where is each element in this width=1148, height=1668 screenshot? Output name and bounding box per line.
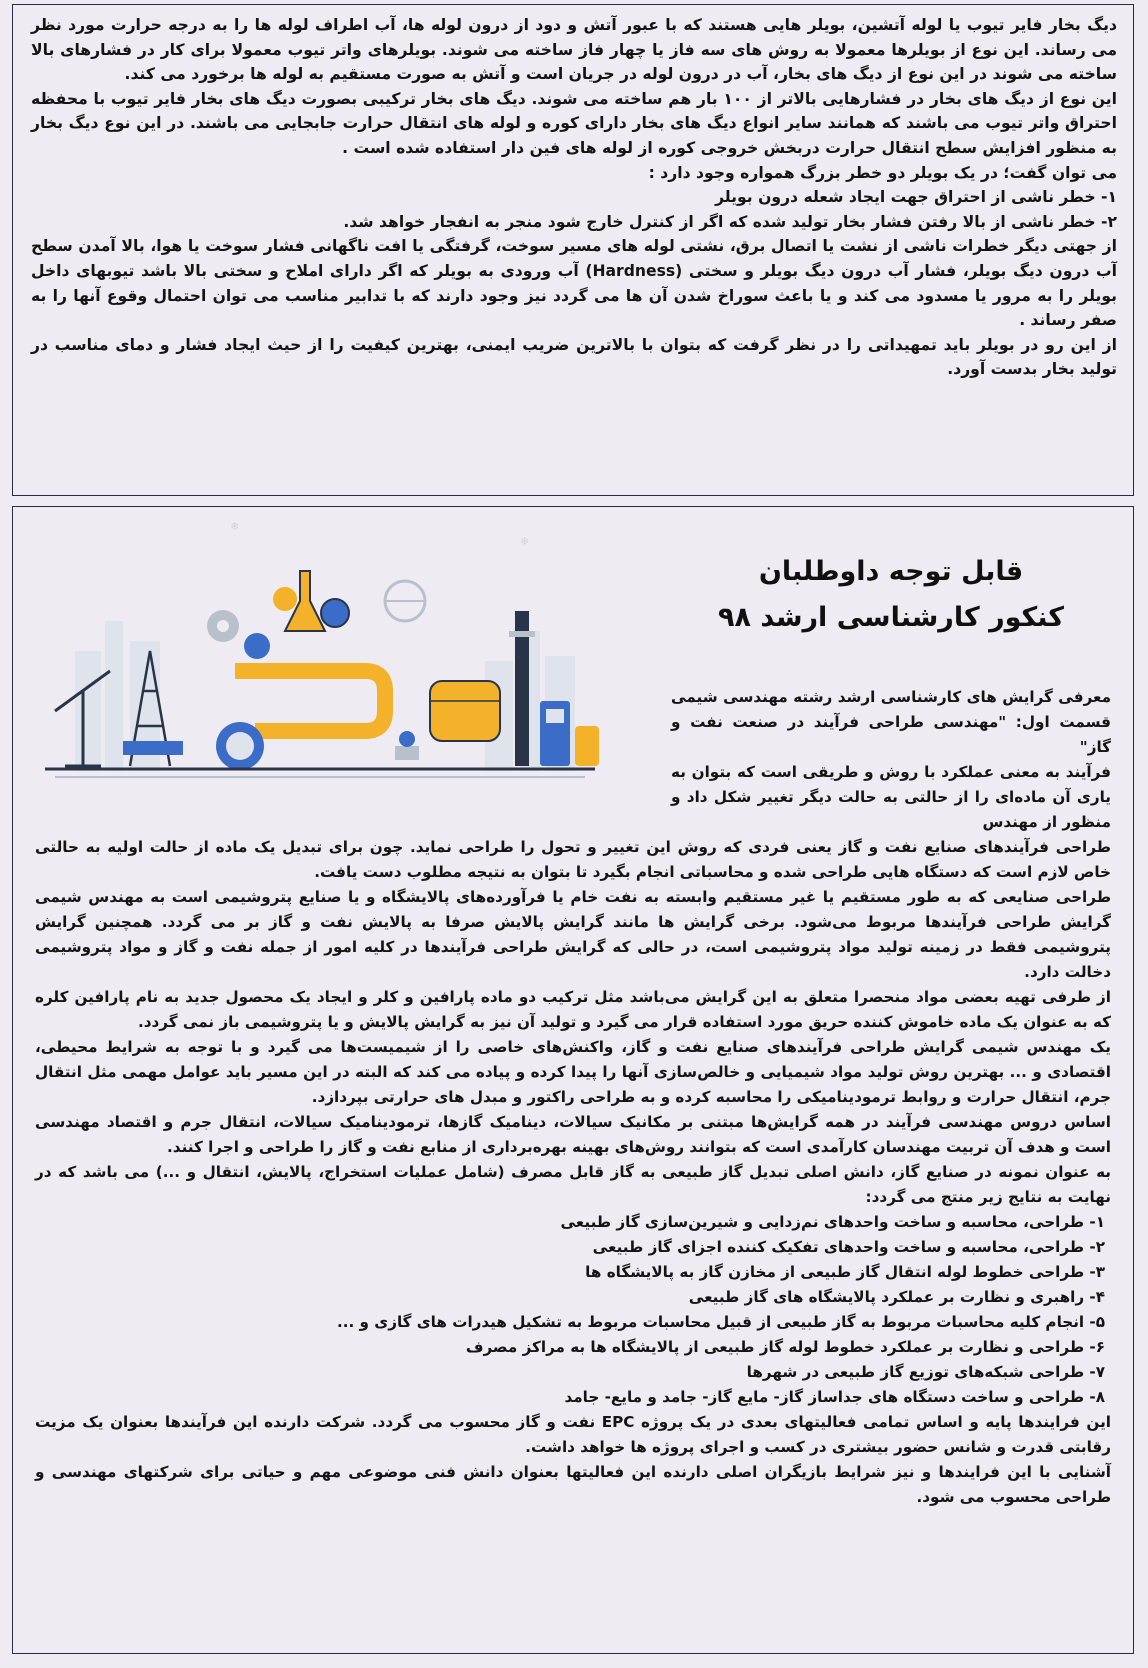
list-item: ۱- خطر ناشی از احتراق جهت ایجاد شعله درون بویلر (715, 188, 1117, 207)
paragraph: از جهتی دیگر خطرات ناشی از نشت یا اتصال برق، نشتی لوله های مسیر سوخت، گرفتگی یا افت ناگهانی فشار سوخت یا هوا، بالا آمدن سطح آب درون دیگ بویلر، فشار آب درون دیگ بویلر و سختی (Hardness) آب ورودی به بویلر که اگر دارای املاح و سختی بالا باشد تیوبهای داخل بویلر را به مرور یا مسدود می کند و یا باعث سوراخ شدن آن ها می گردد نیز وجود دارند که با تدابیر مناسب می توان احتمال وقوع آنها را به صفر رساند . (31, 237, 1117, 330)
paragraph: این فرایندها پایه و اساس تمامی فعالیتهای بعدی در یک پروژه EPC نفت و گاز محسوب می گردد. شرکت دارنده این فرآیندها بعنوان یک مزیت رقابتی قدرت و شانس حضور بیشتری در کسب و اجرای پروژه ها خواهد داشت. (35, 1413, 1111, 1456)
paragraph: از این رو در بویلر باید تمهیداتی را در نظر گرفت که بتوان با بالاترین ضریب ایمنی، بهترین کیفیت را از حیث ایجاد فشار و دمای مناسب در تولید بخار بدست آورد. (31, 335, 1117, 379)
title-block (671, 527, 1111, 835)
title-line-2: کنکور کارشناسی ارشد ۹۸ (718, 602, 1064, 633)
exam-article (12, 506, 1134, 1654)
list-item: ۳- طراحی خطوط لوله انتقال گاز طبیعی از مخازن گاز به پالایشگاه ها (585, 1263, 1105, 1281)
boiler-article (12, 4, 1134, 496)
article-header (35, 527, 1111, 835)
intro-paragraph: فرآیند به معنی عملکرد با روش و طریقی است که بتوان به یاری آن ماده‌ای را از حالتی به حالت دیگر تغییر شکل داد و منظور از مهندس (671, 763, 1111, 831)
paragraph: اساس دروس مهندسی فرآیند در همه گرایش‌ها مبتنی بر مکانیک سیالات، دینامیک گازها، ترمودینامیک سیالات، انتقال جرم و اقتصاد مهندسی است و هدف آن تربیت مهندسان کارآمدی است که بتوانند روش‌های بهینه بهره‌برداری از منابع نفت و گاز را طراحی و اجرا کنند. (35, 1113, 1111, 1156)
watermark-icon: ❄ (230, 520, 240, 533)
list-item: ۶- طراحی و نظارت بر عملکرد خطوط لوله گاز طبیعی از پالایشگاه ها به مراکز مصرف (465, 1338, 1105, 1356)
watermark-icon: ❄ (520, 535, 530, 548)
list-item: ۱- طراحی، محاسبه و ساخت واحدهای نم‌زدایی و شیرین‌سازی گاز طبیعی (560, 1213, 1105, 1231)
results-list (35, 1210, 1111, 1410)
list-item: ۸- طراحی و ساخت دستگاه های جداساز گاز- مایع گاز- جامد و مایع- جامد (564, 1388, 1105, 1406)
paragraph: آشنایی با این فرایندها و نیز شرایط بازیگران اصلی دارنده این فعالیتها بعنوان دانش فنی موضوعی مهم و حیاتی برای شرکتهای مهندسی و طراحی محسوب می شود. (35, 1463, 1111, 1506)
paragraph: به عنوان نمونه در صنایع گاز، دانش اصلی تبدیل گاز طبیعی به گاز قابل مصرف (شامل عملیات استخراج، پالایش، انتقال و ...) می باشد که در نهایت به نتایج زیر منتج می گردد: (35, 1163, 1111, 1206)
intro-block (671, 685, 1111, 835)
paragraph: می توان گفت؛ در یک بویلر دو خطر بزرگ همواره وجود دارد : (648, 163, 1117, 182)
paragraph: از طرفی تهیه بعضی مواد منحصرا متعلق به این گرایش می‌باشد مثل ترکیب دو ماده پارافین و کلر و ایجاد یک محصول جدید به نام پارافین کلره که به عنوان یک ماده خاموش کننده حریق مورد استفاده قرار می گیرد و تولید آن نیز به گرایش پالایش و یا پتروشیمی باز نمی گردد. (35, 988, 1111, 1031)
oil-gas-industry-illustration (35, 531, 605, 793)
paragraph: طراحی صنایعی که به طور مستقیم یا غیر مستقیم وابسته به نفت خام یا فرآورده‌های پالایشگاه و یا صنایع پتروشیمی است به مهندس شیمی گرایش طراحی فرآیندها مربوط می‌شود. برخی گرایش ها مانند گرایش پالایش صرفا به پالایش نفت و گاز بر می گردد. همچنین گرایش پتروشیمی فقط در زمینه تولید مواد پتروشیمی است، در حالی که گرایش طراحی فرآیندها در کلیه امور از جمله نفت و گاز و مواد پتروشیمی دخالت دارد. (35, 888, 1111, 981)
list-item: ۴- راهبری و نظارت بر عملکرد پالایشگاه های گاز طبیعی (688, 1288, 1105, 1306)
list-item: ۷- طراحی شبکه‌های توزیع گاز طبیعی در شهرها (746, 1363, 1105, 1381)
paragraph: طراحی فرآیندهای صنایع نفت و گاز یعنی فردی که روش این تغییر و تحول را طراحی نماید. چون برای تبدیل یک ماده از حالت اولیه به حالتی خاص لازم است که دستگاه هایی طراحی شده و محاسباتی انجام بگیرد تا بتوان به نتیجه مطلوب دست یافت. (35, 838, 1111, 881)
paragraph: این نوع از دیگ های بخار در فشارهایی بالاتر از ۱۰۰ بار هم ساخته می شوند. دیگ های بخار ترکیبی بصورت دیگ های بخار فایر تیوب با محفظه احتراق واتر تیوب می باشند که همانند سایر انواع دیگ های بخار دارای کوره و لوله های انتقال حرارت جابجایی می باشند. در این نوع دیگ بخار به منظور افزایش سطح انتقال حرارت دربخش خروجی کوره از لوله های فین دار استفاده شده است . (31, 89, 1117, 157)
intro-paragraph: معرفی گرایش های کارشناسی ارشد رشته مهندسی شیمی قسمت اول: "مهندسی طراحی فرآیند در صنعت نفت و گاز" (671, 688, 1111, 756)
title-line-1: قابل توجه داوطلبان (758, 556, 1024, 587)
paragraph: دیگ بخار فایر تیوب یا لوله آتشین، بویلر هایی هستند که با عبور آتش و دود از درون لوله ها، آب اطراف لوله ها را به درجه حرارت مورد نظر می رساند. این نوع از بویلرها معمولا به روش های سه فاز یا چهار فاز ساخته می شوند. بویلرهای واتر تیوب معمولا برای کار در فشارهای بالا ساخته می شوند در این نوع از دیگ های بخار، آب در درون لوله در جریان است و آتش به صورت مستقیم به لوله ها برخورد می کند. (31, 16, 1117, 84)
list-item: ۲- خطر ناشی از بالا رفتن فشار بخار تولید شده که اگر از کنترل خارج شود منجر به انفجار خواهد شد. (343, 212, 1117, 231)
list-item: ۵- انجام کلیه محاسبات مربوط به گاز طبیعی از قبیل محاسبات مربوط به تشکیل هیدرات های گازی و ... (336, 1313, 1105, 1331)
paragraph: یک مهندس شیمی گرایش طراحی فرآیندهای صنایع نفت و گاز، واکنش‌های خاصی را از شیمیست‌ها می گیرد و با توجه به شرایط محیطی، اقتصادی و ... بهترین روش تولید مواد شیمیایی و خالص‌سازی آنها را پیدا کرده و پیاده می کند که البته در این مسیر باید عوامل مهمی مثل انتقال جرم، انتقال حرارت و روابط ترمودینامیکی را محاسبه کرده و به طراحی راکتور و مبدل های حرارتی بپردازد. (35, 1038, 1111, 1106)
list-item: ۲- طراحی، محاسبه و ساخت واحدهای تفکیک کننده اجزای گاز طبیعی (592, 1238, 1105, 1256)
